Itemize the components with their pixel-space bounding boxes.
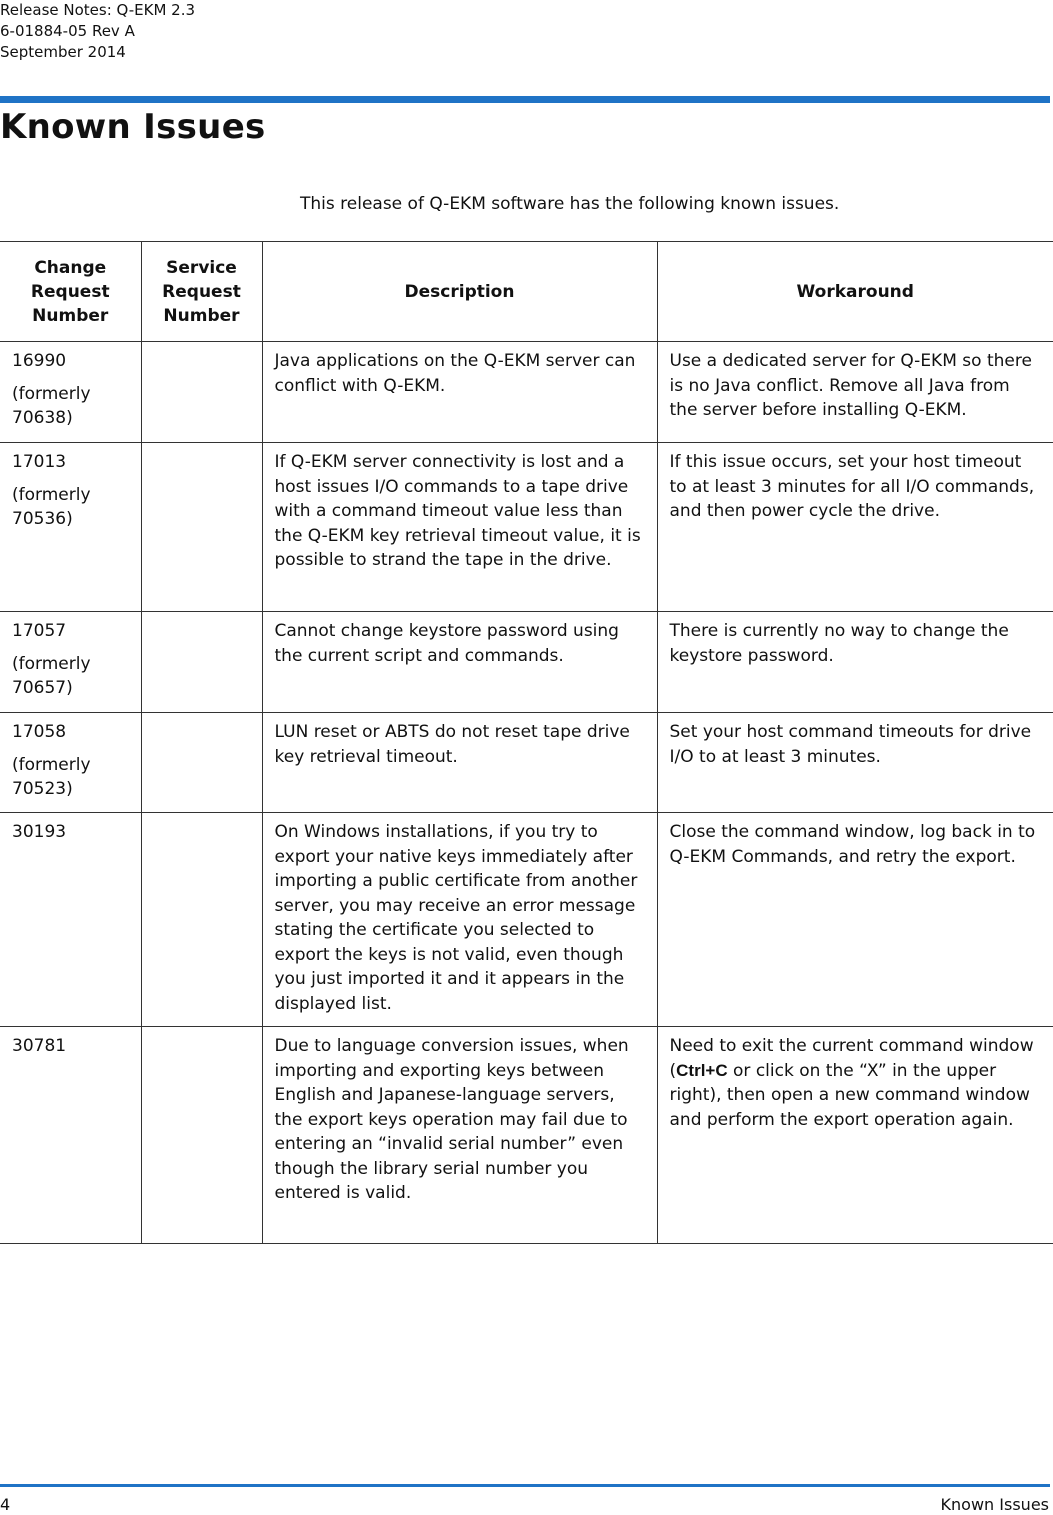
- cell-workaround: If this issue occurs, set your host timeout to at least 3 minutes for all I/O commands, and then power cycle the drive.: [657, 443, 1053, 612]
- cell-change-request: 30193: [0, 813, 141, 1027]
- cell-workaround: There is currently no way to change the keystore password.: [657, 612, 1053, 713]
- cell-description: If Q-EKM server connectivity is lost and a host issues I/O commands to a tape drive with a command timeout value less than the Q-EKM key retrieval timeout value, it is possible to strand the tape in the drive.: [262, 443, 657, 612]
- cell-workaround: Close the command window, log back in to Q-EKM Commands, and retry the export.: [657, 813, 1053, 1027]
- cell-service-request: [141, 813, 262, 1027]
- keyboard-shortcut: Ctrl+C: [676, 1060, 728, 1080]
- footer-page-number: 4: [0, 1495, 11, 1514]
- table-row: [0, 443, 1053, 612]
- bottom-rule: [0, 1484, 1050, 1487]
- intro-text: This release of Q-EKM software has the following known issues.: [300, 194, 840, 214]
- header-release: Release Notes: Q-EKM 2.3: [0, 1, 196, 19]
- table-row: [0, 813, 1053, 1027]
- header-date: September 2014: [0, 43, 126, 61]
- cell-change-request: 17057 (formerly 70657): [0, 612, 141, 713]
- cell-description: LUN reset or ABTS do not reset tape drive key retrieval timeout.: [262, 713, 657, 813]
- table-row: [0, 612, 1053, 713]
- cell-change-request: 16990 (formerly 70638): [0, 342, 141, 443]
- header-workaround: Workaround: [657, 242, 1053, 342]
- known-issues-table: [0, 241, 1053, 1244]
- table-header-row: [0, 242, 1053, 342]
- header-doc-number: 6-01884-05 Rev A: [0, 22, 135, 40]
- footer-section-title: Known Issues: [940, 1495, 1049, 1514]
- cell-change-request: 17013 (formerly 70536): [0, 443, 141, 612]
- cell-workaround: Set your host command timeouts for drive I/O to at least 3 minutes.: [657, 713, 1053, 813]
- cell-service-request: [141, 612, 262, 713]
- document-header: [0, 0, 195, 63]
- top-rule: [0, 96, 1050, 103]
- cell-service-request: [141, 713, 262, 813]
- header-change-request: Change Request Number: [0, 242, 141, 342]
- cell-service-request: [141, 342, 262, 443]
- cell-workaround: Use a dedicated server for Q-EKM so there is no Java conflict. Remove all Java from the server before installing Q-EKM.: [657, 342, 1053, 443]
- header-service-request: Service Request Number: [141, 242, 262, 342]
- cell-service-request: [141, 1027, 262, 1244]
- cell-workaround: Need to exit the current command window (Ctrl+C or click on the “X” in the upper right), then open a new command window and perform the export operation again.: [657, 1027, 1053, 1244]
- table-row: [0, 1027, 1053, 1244]
- cell-change-request: 17058 (formerly 70523): [0, 713, 141, 813]
- cell-change-request: 30781: [0, 1027, 141, 1244]
- page-title: Known Issues: [0, 107, 266, 147]
- cell-service-request: [141, 443, 262, 612]
- cell-description: On Windows installations, if you try to export your native keys immediately after importing a public certificate from another server, you may receive an error message stating the certificate you selected to export the keys is not valid, even though you just imported it and it appears in the displayed list.: [262, 813, 657, 1027]
- header-description: Description: [262, 242, 657, 342]
- table-row: [0, 713, 1053, 813]
- cell-description: Cannot change keystore password using the current script and commands.: [262, 612, 657, 713]
- table-row: [0, 342, 1053, 443]
- cell-description: Due to language conversion issues, when importing and exporting keys between English and Japanese-language servers, the export keys operation may fail due to entering an “invalid serial number” even though the library serial number you entered is valid.: [262, 1027, 657, 1244]
- cell-description: Java applications on the Q-EKM server can conflict with Q-EKM.: [262, 342, 657, 443]
